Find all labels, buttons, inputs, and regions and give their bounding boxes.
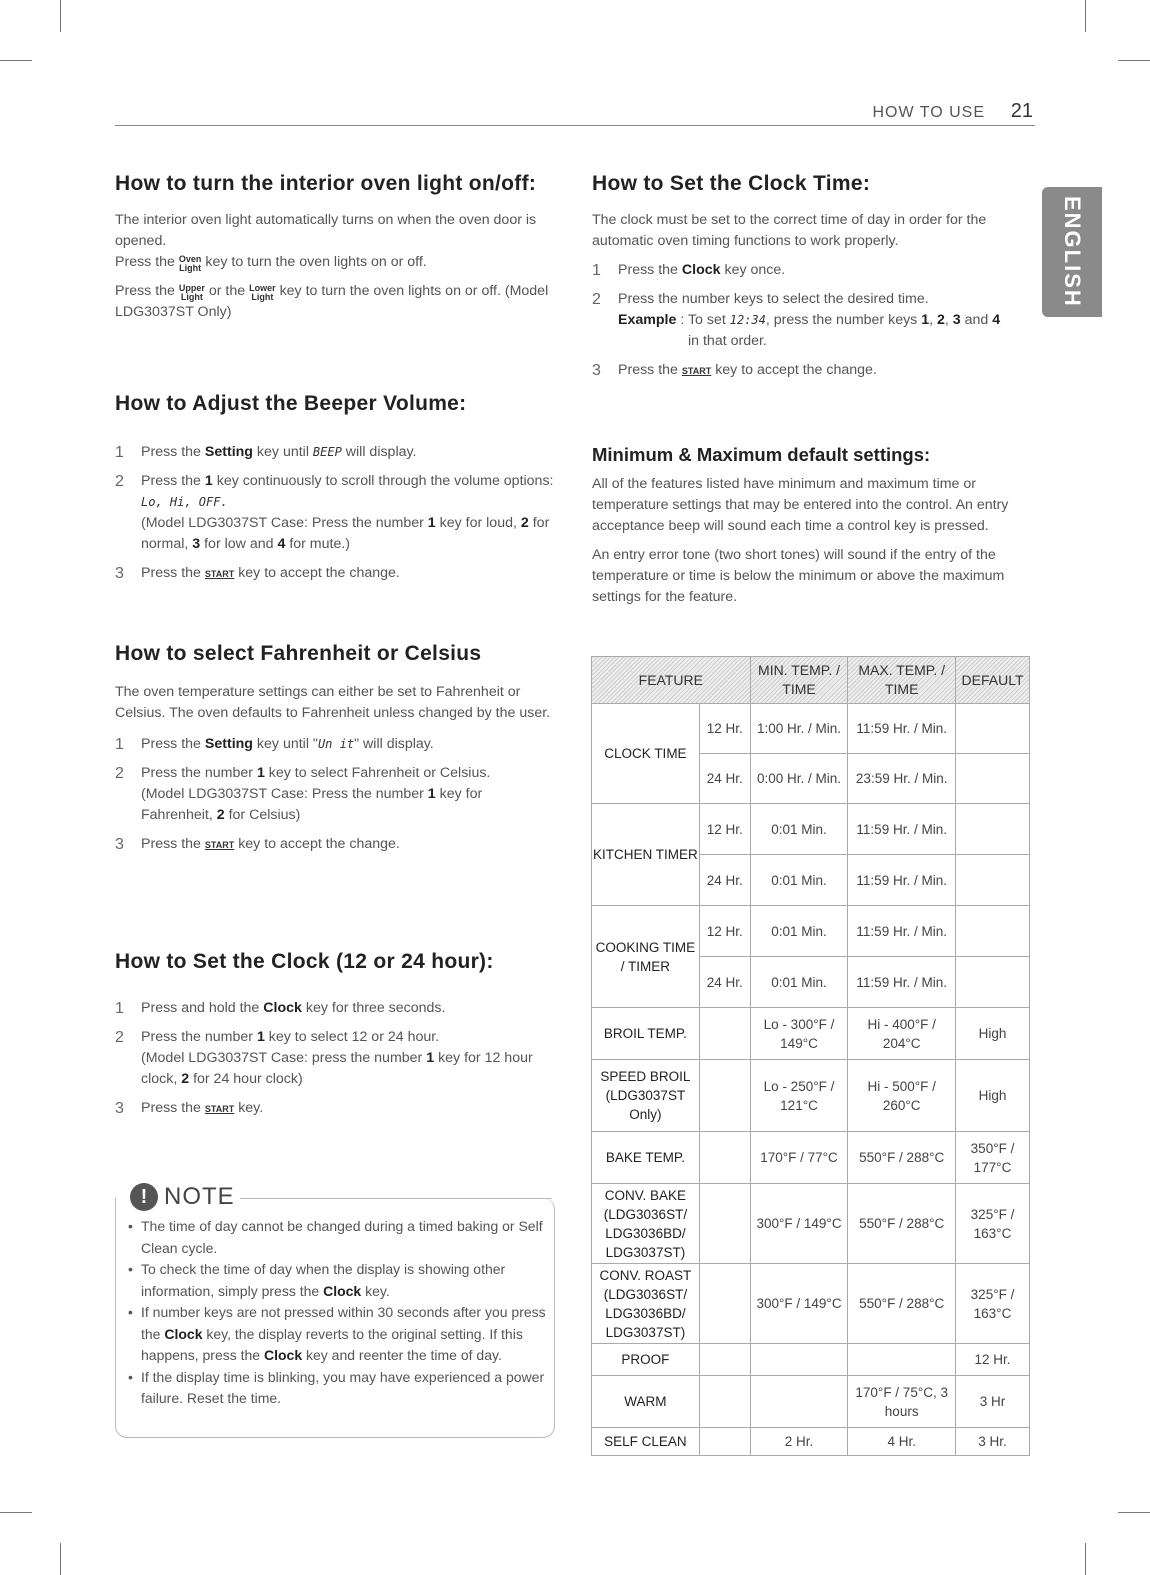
- page-header: [115, 100, 1035, 126]
- header-max: MAX. TEMP. / TIME: [848, 657, 956, 704]
- cell-max: 550°F / 288°C: [848, 1132, 956, 1184]
- cell-max: Hi - 400°F / 204°C: [848, 1008, 956, 1060]
- feature-name: CONV. ROAST (LDG3036ST/ LDG3036BD/ LDG3037ST): [592, 1264, 700, 1344]
- table-row: [592, 1344, 1030, 1376]
- note-box: [115, 1198, 555, 1438]
- cell-default: [956, 754, 1030, 804]
- cell-default: [956, 855, 1030, 906]
- clock-step-3: 3 Press the START key to accept the change.: [592, 362, 877, 379]
- cell-default: 12 Hr.: [956, 1344, 1030, 1376]
- feature-name: WARM: [592, 1376, 700, 1428]
- note-item: • If number keys are not pressed within 30 seconds after you press the Clock key, the display reverts to the original setting. If this happens, press the Clock key and reenter the time of day.: [126, 1302, 551, 1367]
- cell-max: 11:59 Hr. / Min.: [848, 906, 956, 957]
- fahrenheit-section: [115, 642, 555, 864]
- header-feature: FEATURE: [592, 657, 751, 704]
- cell-default: 3 Hr: [956, 1376, 1030, 1428]
- cell-min: [750, 1376, 848, 1428]
- cell-sub: [699, 1376, 750, 1428]
- note-item: • To check the time of day when the display is showing other information, simply press the Clock key.: [126, 1259, 551, 1302]
- minmax-p1: All of the features listed have minimum and maximum time or temperature settings that may be entered into the control. An entry acceptance beep will sound each time a control key is pressed.: [592, 476, 1009, 534]
- cell-sub: 24 Hr.: [699, 855, 750, 906]
- crop-mark: [1085, 0, 1086, 32]
- beeper-step-3: 3 Press the START key to accept the change.: [115, 565, 400, 582]
- cell-max: 11:59 Hr. / Min.: [848, 855, 956, 906]
- note-item: • If the display time is blinking, you may have experienced a power failure. Reset the time.: [126, 1367, 551, 1410]
- feature-name: KITCHEN TIMER: [592, 804, 700, 906]
- cell-default: [956, 906, 1030, 957]
- clock-p1: The clock must be set to the correct time of day in order for the automatic oven timing functions to work properly.: [592, 212, 987, 249]
- note-divider: [240, 1198, 552, 1199]
- cell-max: 23:59 Hr. / Min.: [848, 754, 956, 804]
- cell-min: 170°F / 77°C: [750, 1132, 848, 1184]
- clock-section: [592, 172, 1032, 390]
- cell-default: [956, 704, 1030, 754]
- cell-max: 4 Hr.: [848, 1428, 956, 1456]
- oven-light-key: Oven Light: [178, 254, 202, 273]
- cell-min: 0:01 Min.: [750, 906, 848, 957]
- crop-mark: [1118, 60, 1150, 61]
- cell-max: [848, 1344, 956, 1376]
- cell-sub: [699, 1344, 750, 1376]
- cell-sub: 24 Hr.: [699, 754, 750, 804]
- cell-min: 1:00 Hr. / Min.: [750, 704, 848, 754]
- table-row: [592, 1132, 1030, 1184]
- table-header-row: [592, 657, 1030, 704]
- table-row: [592, 1264, 1030, 1344]
- feature-name: CLOCK TIME: [592, 704, 700, 804]
- cell-max: 11:59 Hr. / Min.: [848, 804, 956, 855]
- cell-default: [956, 804, 1030, 855]
- header-default: DEFAULT: [956, 657, 1030, 704]
- clock24-step-1: 1 Press and hold the Clock key for three seconds.: [115, 1000, 446, 1017]
- light-p1: The interior oven light automatically turns on when the oven door is opened.: [115, 212, 537, 249]
- crop-mark: [0, 1512, 32, 1513]
- table-row: [592, 906, 1030, 957]
- language-tab: [1042, 187, 1102, 317]
- table-row: [592, 804, 1030, 855]
- beeper-section: [115, 392, 555, 593]
- fahrenheit-step-2: 2 Press the number 1 key to select Fahrenheit or Celsius. (Model LDG3037ST Case: Press the number 1 key for Fahrenheit, 2 for Celsius): [115, 765, 491, 823]
- cell-default: 325°F / 163°C: [956, 1184, 1030, 1264]
- cell-default: High: [956, 1060, 1030, 1132]
- cell-min: 0:01 Min.: [750, 804, 848, 855]
- light-p2: Press the Oven Light key to turn the oven lights on or off.: [115, 254, 427, 273]
- cell-default: [956, 957, 1030, 1008]
- cell-min: Lo - 250°F / 121°C: [750, 1060, 848, 1132]
- clock24-title: How to Set the Clock (12 or 24 hour):: [115, 950, 494, 973]
- cell-min: 2 Hr.: [750, 1428, 848, 1456]
- cell-sub: [699, 1184, 750, 1264]
- light-title: How to turn the interior oven light on/off:: [115, 172, 537, 195]
- cell-max: 550°F / 288°C: [848, 1184, 956, 1264]
- note-header: [130, 1183, 235, 1211]
- note-item: • The time of day cannot be changed during a timed baking or Self Clean cycle.: [126, 1216, 551, 1259]
- beeper-step-1: 1 Press the Setting key until BEEP will display.: [115, 444, 417, 461]
- cell-sub: 12 Hr.: [699, 704, 750, 754]
- fahrenheit-step-3: 3 Press the START key to accept the change.: [115, 836, 400, 853]
- lower-light-key: Lower Light: [249, 283, 276, 302]
- light-section: [115, 172, 555, 323]
- settings-table: [591, 656, 1030, 1456]
- cell-default: High: [956, 1008, 1030, 1060]
- crop-mark: [1118, 1512, 1150, 1513]
- table-row: [592, 1008, 1030, 1060]
- minmax-section: [592, 444, 1032, 608]
- beeper-title: How to Adjust the Beeper Volume:: [115, 392, 467, 415]
- table-row: [592, 1376, 1030, 1428]
- note-title: NOTE: [164, 1183, 235, 1210]
- cell-max: 11:59 Hr. / Min.: [848, 704, 956, 754]
- feature-name: BROIL TEMP.: [592, 1008, 700, 1060]
- cell-sub: [699, 1132, 750, 1184]
- cell-default: 3 Hr.: [956, 1428, 1030, 1456]
- cell-sub: [699, 1428, 750, 1456]
- feature-name: SELF CLEAN: [592, 1428, 700, 1456]
- fahrenheit-p1: The oven temperature settings can either be set to Fahrenheit or Celsius. The oven defaults to Fahrenheit unless changed by the user.: [115, 684, 551, 721]
- cell-sub: [699, 1008, 750, 1060]
- crop-mark: [1085, 1543, 1086, 1575]
- cell-sub: 12 Hr.: [699, 906, 750, 957]
- cell-min: Lo - 300°F / 149°C: [750, 1008, 848, 1060]
- page-number: 21: [1010, 100, 1033, 122]
- minmax-title: Minimum & Maximum default settings:: [592, 444, 931, 465]
- cell-default: 325°F / 163°C: [956, 1264, 1030, 1344]
- cell-min: 300°F / 149°C: [750, 1184, 848, 1264]
- table-row: [592, 1428, 1030, 1456]
- crop-mark: [0, 60, 32, 61]
- crop-mark: [60, 1543, 61, 1575]
- table-row: [592, 704, 1030, 754]
- table-row: [592, 1060, 1030, 1132]
- upper-light-key: Upper Light: [178, 283, 205, 302]
- feature-name: SPEED BROIL (LDG3037ST Only): [592, 1060, 700, 1132]
- section-title: HOW TO USE: [872, 104, 985, 121]
- fahrenheit-step-1: 1 Press the Setting key until "Un it" will display.: [115, 736, 434, 753]
- clock-step-1: 1 Press the Clock key once.: [592, 262, 786, 279]
- cell-max: 550°F / 288°C: [848, 1264, 956, 1344]
- language-tab-label: ENGLISH: [1060, 196, 1085, 308]
- table-row: [592, 1184, 1030, 1264]
- fahrenheit-title: How to select Fahrenheit or Celsius: [115, 642, 482, 665]
- header-min: MIN. TEMP. / TIME: [750, 657, 848, 704]
- cell-min: 0:00 Hr. / Min.: [750, 754, 848, 804]
- light-p3: Press the Upper Light or the Lower Light key to turn the oven lights on or off. (Model LDG3037ST Only): [115, 283, 549, 320]
- cell-max: 11:59 Hr. / Min.: [848, 957, 956, 1008]
- feature-name: COOKING TIME / TIMER: [592, 906, 700, 1008]
- cell-min: 0:01 Min.: [750, 855, 848, 906]
- cell-sub: 12 Hr.: [699, 804, 750, 855]
- cell-sub: [699, 1264, 750, 1344]
- feature-name: CONV. BAKE (LDG3036ST/ LDG3036BD/ LDG3037ST): [592, 1184, 700, 1264]
- cell-sub: 24 Hr.: [699, 957, 750, 1008]
- cell-min: [750, 1344, 848, 1376]
- clock24-step-3: 3 Press the START key.: [115, 1100, 264, 1117]
- cell-min: 300°F / 149°C: [750, 1264, 848, 1344]
- minmax-p2: An entry error tone (two short tones) will sound if the entry of the temperature or time is below the minimum or above the maximum settings for the feature.: [592, 547, 1005, 605]
- beeper-step-2: 2 Press the 1 key continuously to scroll through the volume options: Lo, Hi, OFF. (Model LDG3037ST Case: Press the number 1 key for loud, 2 for normal, 3 for low and 4 for mute.): [115, 473, 554, 552]
- cell-default: 350°F / 177°C: [956, 1132, 1030, 1184]
- cell-sub: [699, 1060, 750, 1132]
- cell-max: Hi - 500°F / 260°C: [848, 1060, 956, 1132]
- crop-mark: [60, 0, 61, 32]
- clock24-section: [115, 950, 555, 1128]
- clock-title: How to Set the Clock Time:: [592, 172, 871, 195]
- cell-min: 0:01 Min.: [750, 957, 848, 1008]
- exclamation-icon: !: [130, 1183, 158, 1211]
- feature-name: PROOF: [592, 1344, 700, 1376]
- cell-max: 170°F / 75°C, 3 hours: [848, 1376, 956, 1428]
- feature-name: BAKE TEMP.: [592, 1132, 700, 1184]
- clock-step-2: 2 Press the number keys to select the desired time. Example : To set 12:34, press the number keys 1, 2, 3 and 4 in that order.: [592, 291, 1001, 349]
- clock24-step-2: 2 Press the number 1 key to select 12 or 24 hour. (Model LDG3037ST Case: press the number 1 key for 12 hour clock, 2 for 24 hour clock): [115, 1029, 533, 1087]
